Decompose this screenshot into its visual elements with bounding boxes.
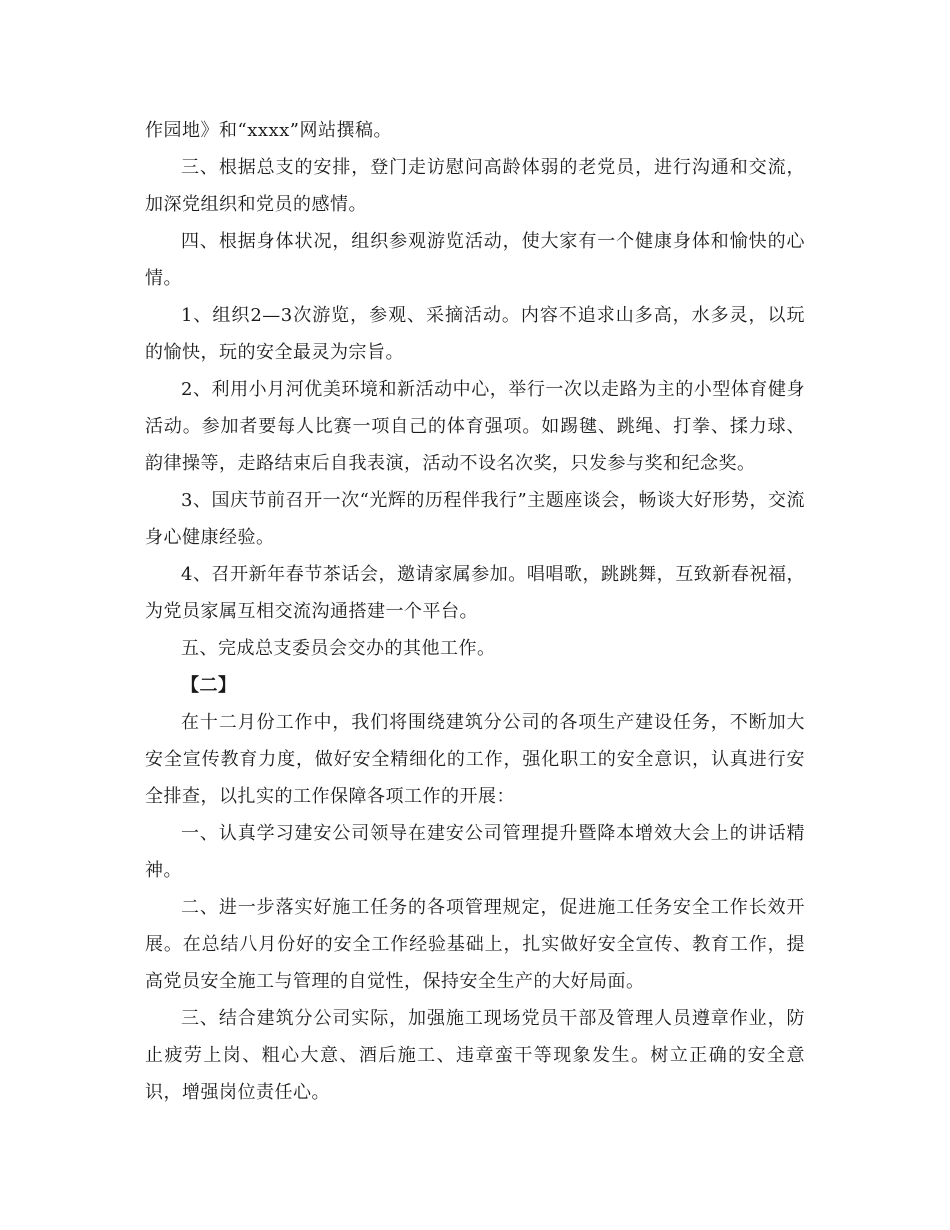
paragraph-point-one: 一、认真学习建安公司领导在建安公司管理提升暨降本增效大会上的讲话精神。 <box>145 823 805 881</box>
paragraph-intro: 在十二月份工作中，我们将围绕建筑分公司的各项生产建设任务，不断加大安全宣传教育力度，做好安全精细化的工作，强化职工的安全意识，认真进行安全排查，以扎实的工作保障各项工作的开展： <box>145 712 805 807</box>
paragraph-point-three: 三、结合建筑分公司实际，加强施工现场党员干部及管理人员遵章作业，防止疲劳上岗、粗心大意、酒后施工、违章蛮干等现象发生。树立正确的安全意识，增强岗位责任心。 <box>145 1008 805 1103</box>
paragraph-subitem-1: 1、组织2—3次游览，参观、采摘活动。内容不追求山多高，水多灵，以玩的愉快，玩的安全最灵为宗旨。 <box>145 305 805 363</box>
paragraph-point-two: 二、进一步落实好施工任务的各项管理规定，促进施工任务安全工作长效开展。在总结八月份好的安全工作经验基础上，扎实做好安全宣传、教育工作，提高党员安全施工与管理的自觉性，保持安全生产的大好局面。 <box>145 897 805 992</box>
paragraph-continuation: 作园地》和“xxxx”网站撰稿。 <box>145 120 393 141</box>
paragraph-subitem-4: 4、召开新年春节茶话会，邀请家属参加。唱唱歌，跳跳舞，互致新春祝福，为党员家属互相交流沟通搭建一个平台。 <box>145 564 805 622</box>
paragraph-subitem-2: 2、利用小月河优美环境和新活动中心，举行一次以走路为主的小型体育健身活动。参加者要每人比赛一项自己的体育强项。如踢毽、跳绳、打拳、揉力球、韵律操等，走路结束后自我表演，活动不设名次奖，只发参与奖和纪念奖。 <box>145 379 805 474</box>
section-heading: 【二】 <box>181 675 237 696</box>
paragraph-subitem-3: 3、国庆节前召开一次“光辉的历程伴我行”主题座谈会，畅谈大好形势，交流身心健康经验。 <box>145 490 805 548</box>
paragraph-item-five: 五、完成总支委员会交办的其他工作。 <box>181 638 496 659</box>
document-body <box>145 112 805 1111</box>
paragraph-item-four: 四、根据身体状况，组织参观游览活动，使大家有一个健康身体和愉快的心情。 <box>145 231 805 289</box>
paragraph-item-three: 三、根据总支的安排，登门走访慰问高龄体弱的老党员，进行沟通和交流，加深党组织和党员的感情。 <box>145 157 805 215</box>
